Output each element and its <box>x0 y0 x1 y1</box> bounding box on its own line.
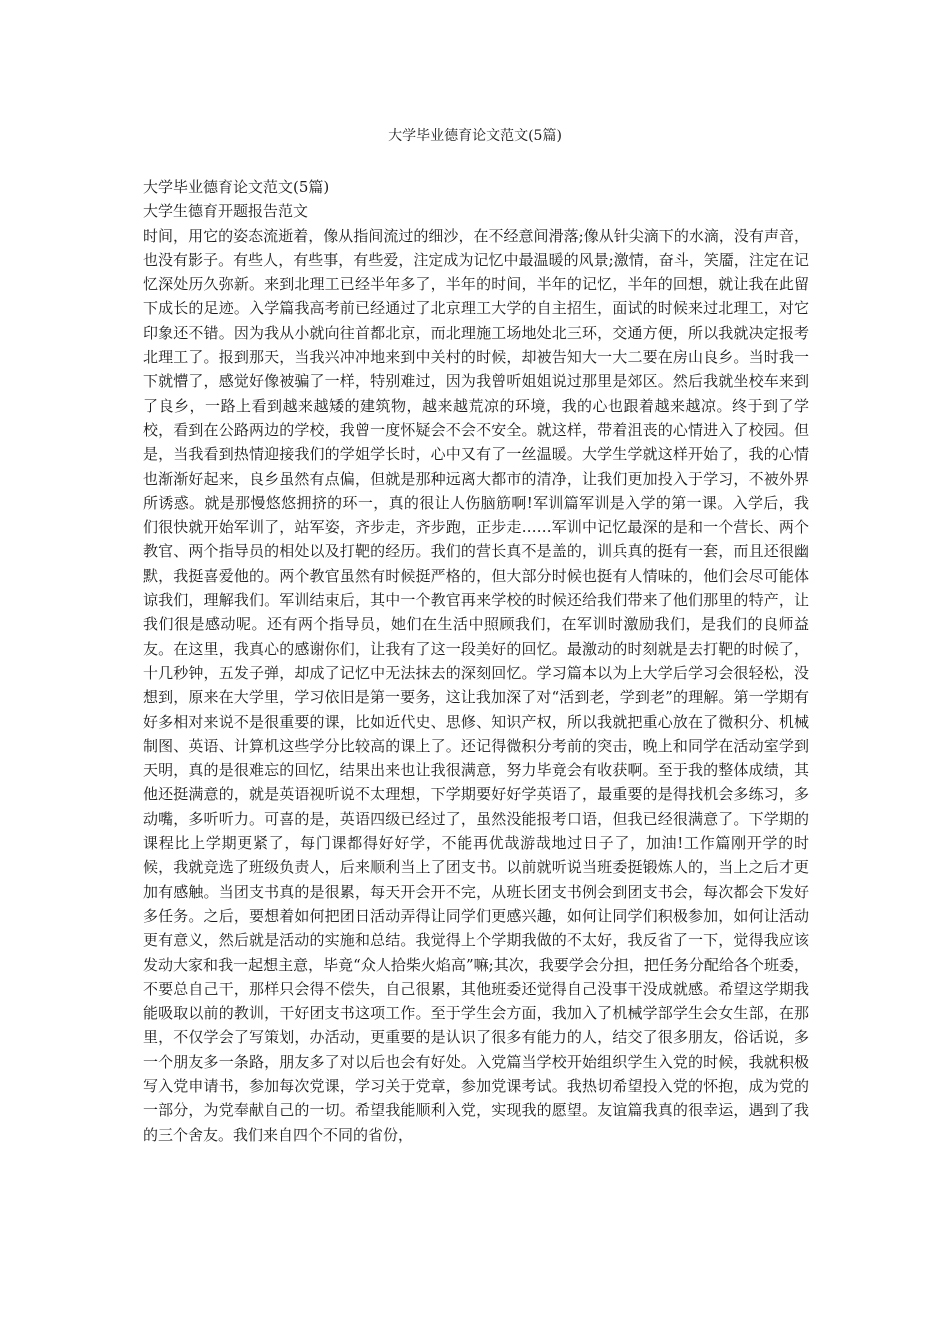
section-heading-1: 大学毕业德育论文范文(5篇) <box>143 178 330 196</box>
document-content <box>143 175 809 1147</box>
section-heading-2: 大学生德育开题报告范文 <box>143 202 309 221</box>
body-paragraph: 时间，用它的姿态流逝着，像从指间流过的细沙，在不经意间滑落;像从针尖滴下的水滴，没有声音，也没有影子。有些人，有些事，有些爱，注定成为记忆中最温暖的风景;激情，奋斗，笑靥，注定在记忆深处历久弥新。来到北理工已经半年多了，半年的时间，半年的记忆，半年的回想，就让我在此留下成长的足迹。入学篇我高考前已经通过了北京理工大学的自主招生，面试的时候来过北理工，对它印象还不错。因为我从小就向往首都北京，而北理施工场地处北三环，交通方便，所以我就决定报考北理工了。报到那天，当我兴冲冲地来到中关村的时候，却被告知大一大二要在房山良乡。当时我一下就懵了，感觉好像被骗了一样，特别难过，因为我曾听姐姐说过那里是郊区。然后我就坐校车来到了良乡，一路上看到越来越矮的建筑物，越来越荒凉的环境，我的心也跟着越来越凉。终于到了学校，看到在公路两边的学校，我曾一度怀疑会不会不安全。就这样，带着沮丧的心情进入了校园。但是，当我看到热情迎接我们的学姐学长时，心中又有了一丝温暖。大学生学就这样开始了，我的心情也渐渐好起来，良乡虽然有点偏，但就是那种远离大都市的清净，让我们更加投入于学习，不被外界所诱惑。就是那慢悠悠拥挤的环一，真的很让人伤脑筋啊!军训篇军训是入学的第一课。入学后，我们很快就开始军训了，站军姿，齐步走，齐步跑，正步走……军训中记忆最深的是和一个营长、两个教官、两个指导员的相处以及打靶的经历。我们的营长真不是盖的，训兵真的挺有一套，而且还很幽默，我挺喜爱他的。两个教官虽然有时候挺严格的，但大部分时候也挺有人情味的，他们会尽可能体谅我们，理解我们。军训结束后，其中一个教官再来学校的时候还给我们带来了他们那里的特产，让我们很是感动呢。还有两个指导员，她们在生活中照顾我们，在军训时激励我们，是我们的良师益友。在这里，我真心的感谢你们，让我有了这一段美好的回忆。最激动的时刻就是去打靶的时候了，十几秒钟，五发子弹，却成了记忆中无法抹去的深刻回忆。学习篇本以为上大学后学习会很轻松，没想到，原来在大学里，学习依旧是第一要务，这让我加深了对“活到老，学到老”的理解。第一学期有好多相对来说不是很重要的课，比如近代史、思修、知识产权，所以我就把重心放在了微积分、机械制图、英语、计算机这些学分比较高的课上了。还记得微积分考前的突击，晚上和同学在活动室学到天明，真的是很难忘的回忆，结果出来也让我很满意，努力毕竟会有收获啊。至于我的整体成绩，其他还挺满意的，就是英语视听说不太理想，下学期要好好学英语了，最重要的是得找机会多练习，多动嘴，多听听力。可喜的是，英语四级已经过了，虽然没能报考口语，但我已经很满意了。下学期的课程比上学期更紧了，每门课都得好好学，不能再优哉游哉地过日子了，加油!工作篇刚开学的时候，我就竞选了班级负责人，后来顺利当上了团支书。以前就听说当班委挺锻炼人的，当上之后才更加有感触。当团支书真的是很累，每天开会开不完，从班长团支书例会到团支书会，每次都会下发好多任务。之后，要想着如何把团日活动弄得让同学们更感兴趣，如何让同学们积极参加，如何让活动更有意义，然后就是活动的实施和总结。我觉得上个学期我做的不太好，我反省了一下，觉得我应该发动大家和我一起想主意，毕竟“众人拾柴火焰高”嘛;其次，我要学会分担，把任务分配给各个班委，不要总自己干，那样只会得不偿失，自己很累，其他班委还觉得自己没事干没成就感。希望这学期我能吸取以前的教训，干好团支书这项工作。至于学生会方面，我加入了机械学部学生会女生部，在那里，不仅学会了写策划，办活动，更重要的是认识了很多有能力的人，结交了很多朋友，俗话说，多一个朋友多一条路，朋友多了对以后也会有好处。入党篇当学校开始组织学生入党的时候，我就积极写入党申请书，参加每次党课，学习关于党章，参加党课考试。我热切希望投入党的怀抱，成为党的一部分，为党奉献自己的一切。希望我能顺利入党，实现我的愿望。友谊篇我真的很幸运，遇到了我的三个舍友。我们来自四个不同的省份， <box>143 226 809 1144</box>
document-title: 大学毕业德育论文范文(5篇) <box>388 128 562 144</box>
